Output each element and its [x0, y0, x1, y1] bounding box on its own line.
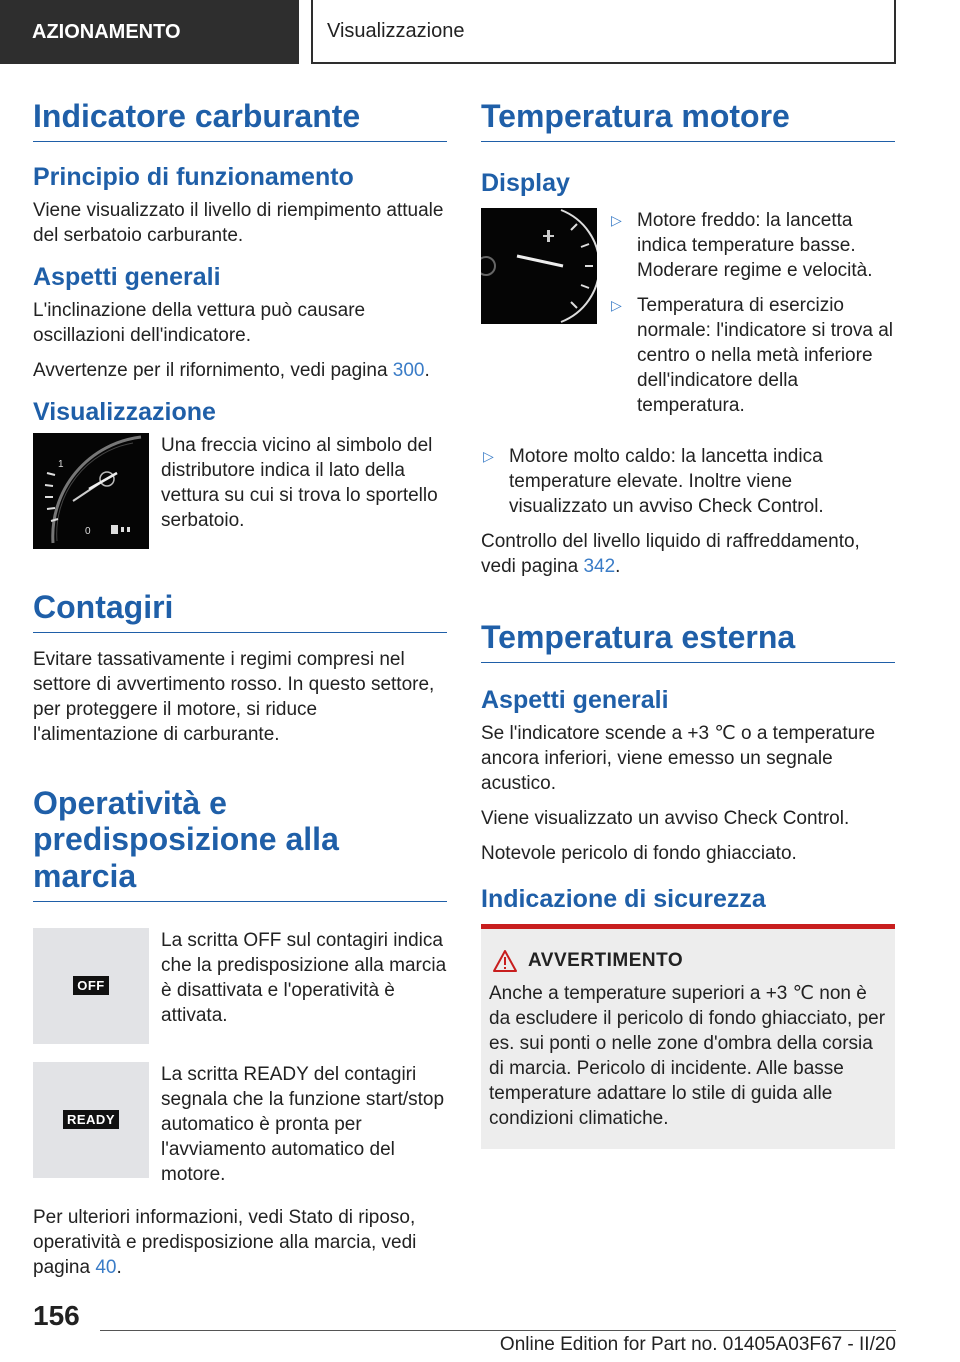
warning-box	[481, 924, 895, 1149]
general-text: L'inclinazione della vettura può causare oscillazioni dell'indicatore.	[33, 299, 366, 346]
outside-general-heading: Aspetti generali	[481, 685, 669, 714]
left-column	[33, 98, 447, 1290]
readiness-heading: Operatività e predisposizione alla marcia	[33, 785, 447, 902]
off-badge: OFF	[73, 976, 109, 995]
bullet-cold: ▷ Motore freddo: la lancetta indica temperature basse. Moderare regime e velocità.	[611, 209, 873, 281]
refuel-text: Avvertenze per il rifornimento, vedi pagina 300.	[33, 359, 430, 381]
off-row	[33, 928, 447, 1044]
right-column	[481, 98, 895, 1149]
warning-text: Anche a temperature superiori a +3 ℃ non è da escludere il pericolo di fondo ghiacciato, per es. sui ponti o nelle zone d'ombra della corsia di marcia. Pericolo di incidente. Alle basse temperature adattare lo stile di guida alle condizioni climatiche.	[489, 982, 886, 1129]
warning-triangle-icon	[492, 949, 518, 973]
more-info-page-link[interactable]: 40	[95, 1256, 117, 1278]
bullet-normal: ▷ Temperatura di esercizio normale: l'indicatore si trova al centro o nella metà inferiore dell'indicatore della temperatura.	[611, 294, 894, 416]
more-info-text: Per ulteriori informazioni, vedi Stato di riposo, operatività e predisposizione alla marcia, vedi pagina 40.	[33, 1206, 417, 1278]
section-tab	[0, 0, 299, 64]
footer-divider	[100, 1330, 896, 1331]
off-text: La scritta OFF sul contagiri indica che la predisposizione alla marcia è disattivata e l'operatività è attivata.	[161, 929, 447, 1026]
principle-heading: Principio di funzionamento	[33, 162, 354, 191]
bullet-marker-icon: ▷	[611, 211, 622, 228]
subsection-label: Visualizzazione	[327, 19, 465, 42]
svg-text:1: 1	[58, 458, 64, 470]
fuel-display-row	[33, 433, 447, 549]
fuel-display-text: Una freccia vicino al simbolo del distributore indica il lato della vettura su cui si trova lo sportello serbatoio.	[161, 434, 438, 531]
engine-temp-gauge-image	[481, 208, 597, 438]
tachometer-heading: Contagiri	[33, 589, 447, 633]
page-number: 156	[33, 1300, 80, 1331]
tachometer-text: Evitare tassativamente i regimi compresi nel settore di avvertimento rosso. In questo settore, per proteggere il motore, si riduce l'alimentazione di carburante.	[33, 648, 435, 745]
refuel-page-link[interactable]: 300	[392, 359, 425, 381]
off-indicator-image	[33, 928, 149, 1044]
ready-indicator-image	[33, 1062, 149, 1187]
ready-row	[33, 1062, 447, 1187]
fuel-gauge-heading: Indicatore carburante	[33, 98, 447, 142]
safety-heading: Indicazione di sicurezza	[481, 884, 766, 913]
engine-temp-bullets-2	[481, 444, 895, 519]
principle-text: Viene visualizzato il livello di riempimento attuale del serbatoio carburante.	[33, 199, 444, 246]
ready-badge: READY	[63, 1110, 119, 1129]
engine-temp-heading: Temperatura motore	[481, 98, 895, 142]
bullet-marker-icon: ▷	[611, 296, 622, 313]
outside-text-2: Viene visualizzato un avviso Check Control.	[481, 807, 850, 829]
outside-text-3: Notevole pericolo di fondo ghiacciato.	[481, 842, 797, 864]
ready-text: La scritta READY del contagiri segnala che la funzione start/stop automatico è pronta per l'avviamento automatico del motore.	[161, 1063, 445, 1185]
bullet-hot: ▷ Motore molto caldo: la lancetta indica temperature elevate. Inoltre viene visualizzato un avviso Check Control.	[483, 445, 824, 517]
display-heading: Visualizzazione	[33, 397, 216, 426]
footer-edition: Online Edition for Part no. 01405A03F67 - II/20	[499, 1334, 896, 1355]
subsection-tab	[311, 0, 896, 64]
fuel-gauge-image	[33, 433, 149, 549]
bullet-marker-icon: ▷	[483, 447, 494, 464]
outside-text-1: Se l'indicatore scende a +3 ℃ o a temperature ancora inferiori, viene emesso un segnale acustico.	[481, 722, 876, 794]
outside-temp-heading: Temperatura esterna	[481, 619, 895, 663]
coolant-text: Controllo del livello liquido di raffreddamento, vedi pagina 342.	[481, 530, 860, 577]
coolant-page-link[interactable]: 342	[583, 555, 616, 577]
section-label: AZIONAMENTO	[32, 20, 181, 43]
display-heading-right: Display	[481, 168, 570, 197]
engine-temp-row	[481, 208, 895, 438]
svg-text:0: 0	[85, 525, 91, 537]
general-heading: Aspetti generali	[33, 262, 221, 291]
warning-title: AVVERTIMENTO	[528, 949, 684, 971]
engine-temp-bullets	[609, 208, 895, 428]
